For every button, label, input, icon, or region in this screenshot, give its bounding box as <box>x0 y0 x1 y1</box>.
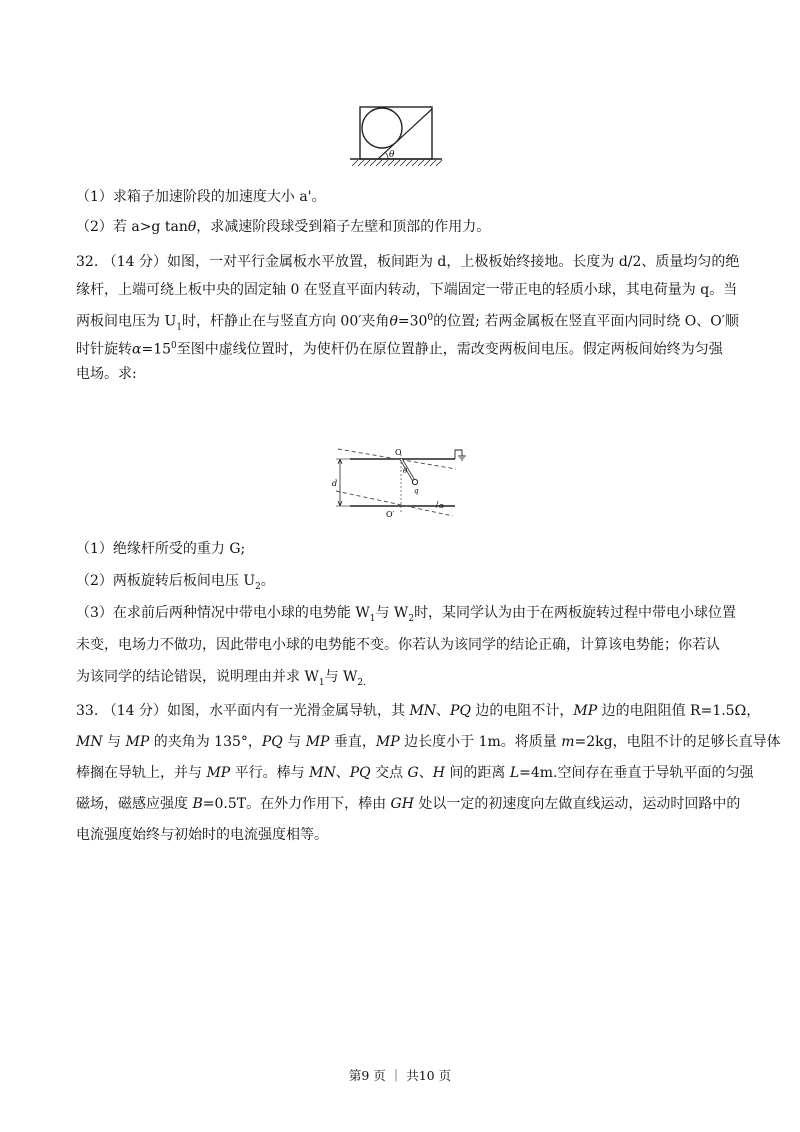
parallel-plates-figure <box>328 444 468 526</box>
q32-line2: 缘杆，上端可绕上板中央的固定轴 0 在竖直平面内转动，下端固定一带正电的轻质小球，其电荷量为 q。当 <box>76 282 738 298</box>
label-theta: θ <box>403 467 408 475</box>
q32-line4: 时针旋转$\alpha=15^0$至图中虚线位置时，为使杆仍在原位置静止，需改变两板间电压。假定两板间始终为匀强 <box>76 341 723 358</box>
ground-symbol-icon <box>458 456 466 460</box>
q32-part3-line3: 为该同学的结论错误，说明理由并求 $W_1$与 $W_{2.}$ <box>76 669 367 688</box>
q32-part1: （1）绝缘杆所受的重力 G; <box>76 541 246 557</box>
q33-line3: 棒搁在导轨上，并与 MP 平行。棒与 MN、PQ 交点 G、H 间的距离 L=4m.空间存在垂直于导轨平面的匀强 <box>76 765 754 781</box>
label-alpha: α <box>439 502 444 510</box>
label-q: q <box>414 487 419 495</box>
angle-label: θ <box>389 150 395 160</box>
q32-line1: 32. （14 分）如图，一对平行金属板水平放置，板间距为 d，上极板始终接地。长度为 d/2、质量均匀的绝 <box>76 254 740 270</box>
rotated-bottom-plate <box>336 491 453 516</box>
q32-part3-line2: 未变，电场力不做功，因此带电小球的电势能不变。你若认为该同学的结论正确，计算该电势能；你若认 <box>76 637 720 653</box>
q32-part2: （2）两板旋转后板间电压 $U_2$。 <box>76 573 275 592</box>
page-footer: 第9 页 ｜ 共10 页 <box>348 1068 452 1083</box>
q31-part1: （1）求箱子加速阶段的加速度大小 a'。 <box>76 189 326 205</box>
q31-part2: （2）若 a>g tanθ，求减速阶段球受到箱子左壁和顶部的作用力。 <box>76 219 491 235</box>
q33-line5: 电流强度始终与初始时的电流强度相等。 <box>76 827 328 843</box>
label-d: d <box>332 479 338 488</box>
alpha-marker <box>436 501 438 508</box>
q32-part3-line1: （3）在求前后两种情况中带电小球的电势能 $W_1$与 $W_2$时，某同学认为由于在两板旋转过程中带电小球位置 <box>76 605 737 624</box>
charged-ball <box>412 479 417 484</box>
label-O: O <box>395 448 402 457</box>
q33-line4: 磁场，磁感应强度 B=0.5T。在外力作用下，棒由 GH 处以一定的初速度向左做直线运动，运动时回路中的 <box>76 796 741 812</box>
angle-arc <box>385 152 388 159</box>
box-outline <box>360 107 432 159</box>
ground-hatch <box>352 160 442 166</box>
label-O-prime: O′ <box>386 510 395 519</box>
q33-line2: MN 与 MP 的夹角为 135°，PQ 与 MP 垂直，MP 边长度小于 1m。将质量 m=2kg，电阻不计的足够长直导体 <box>76 734 781 750</box>
q32-line3: 两板间电压为 $U_1$时，杆静止在与竖直方向 00′夹角$\theta=30^0$的位置; 若两金属板在竖直平面内同时绕 O、O′顺 <box>76 313 739 333</box>
q32-line5: 电场。求: <box>76 366 137 382</box>
box-ball-figure <box>348 104 444 172</box>
incline-line <box>378 109 432 159</box>
q33-line1: 33. （14 分）如图，水平面内有一光滑金属导轨，其 MN、PQ 边的电阻不计，MP 边的电阻阻值 R=1.5Ω， <box>76 703 761 719</box>
